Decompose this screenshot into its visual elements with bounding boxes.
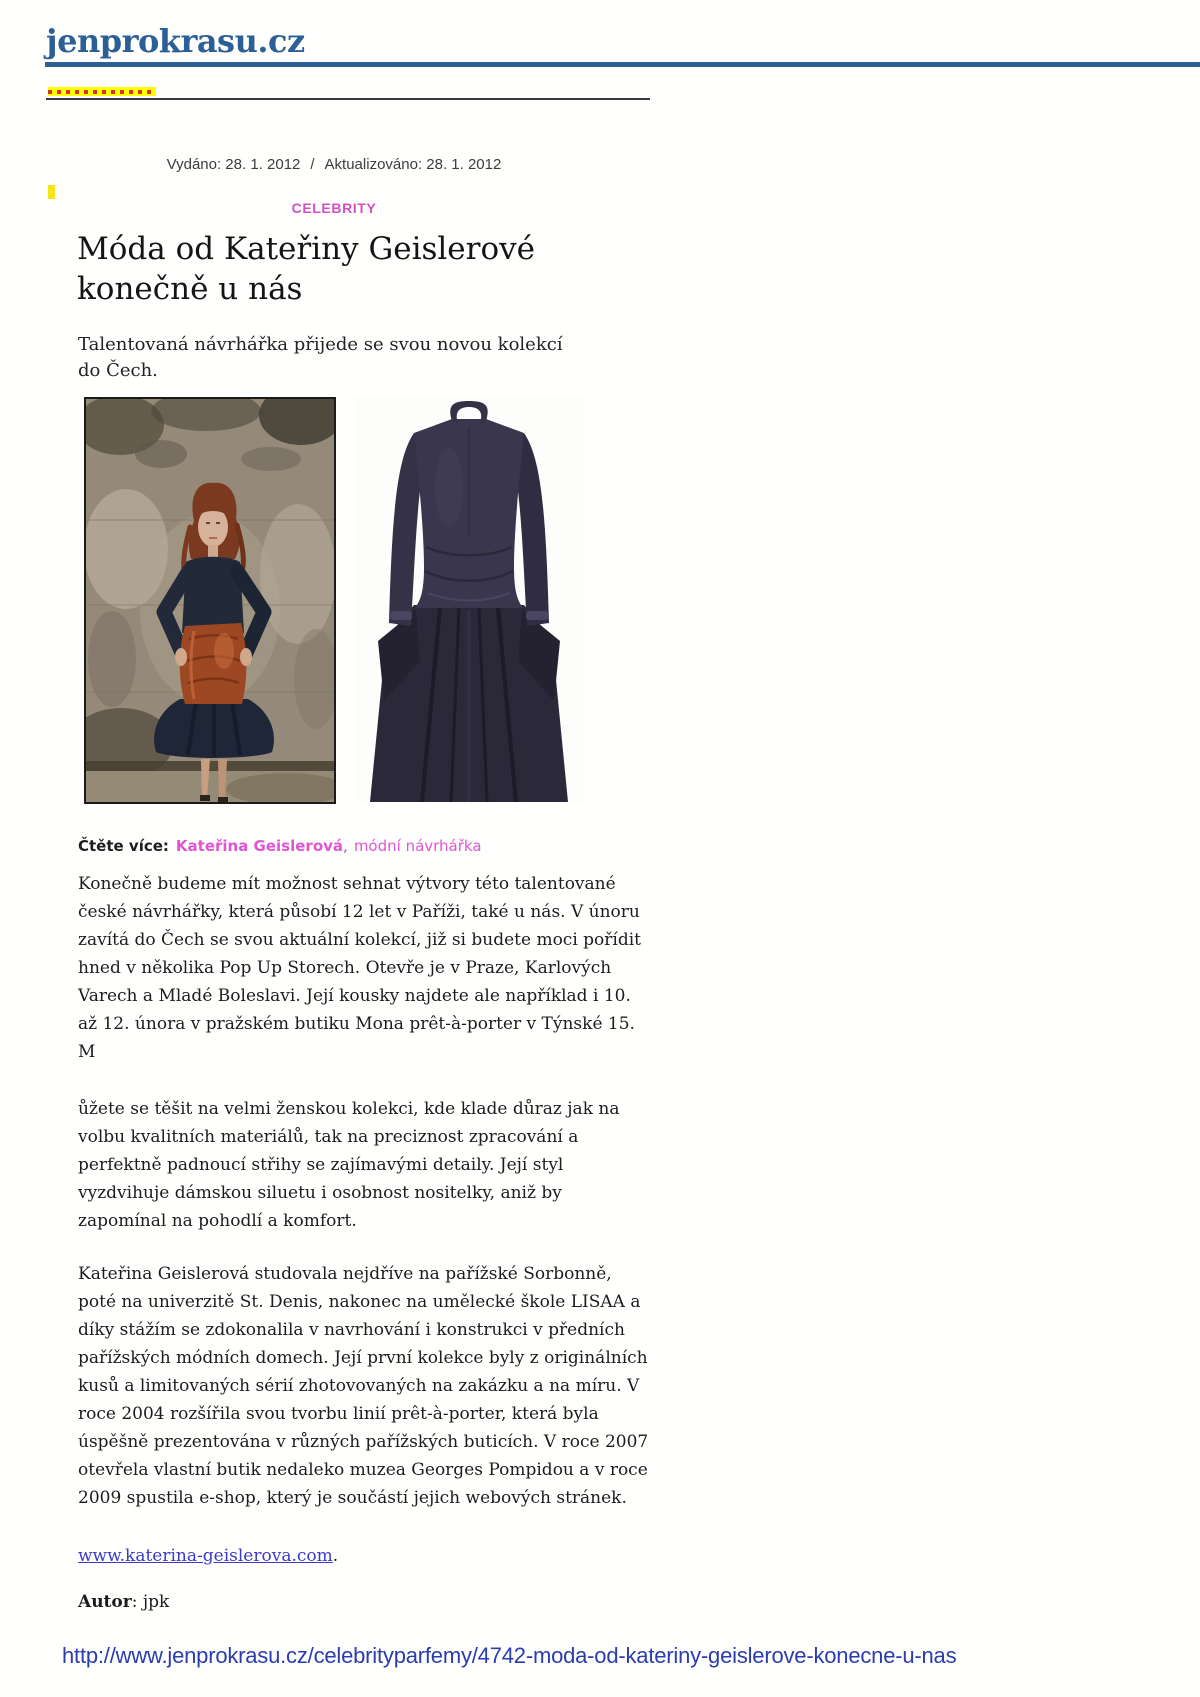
published-date: Vydáno: 28. 1. 2012	[166, 156, 301, 173]
tag-modni-navrharka[interactable]: módní návrhářka	[353, 837, 482, 855]
yellow-highlight-mark	[48, 185, 55, 199]
paragraph-2: ůžete se těšit na velmi ženskou kolekci, kde klade důraz jak na volbu kvalitních materiálů, tak na preciznost zpracování a perfektně padnoucí střihy se zajímavými detaily. Její styl vyzdvihuje dámskou siluetu i osobnost nositelky, aniž by zapomínal na pohodlí a komfort.	[78, 1099, 620, 1231]
author-row	[78, 1592, 169, 1612]
author-value: : jpk	[131, 1592, 170, 1612]
read-more-label: Čtěte více:	[78, 837, 169, 855]
dress-photo	[354, 397, 584, 802]
site-logo[interactable]: jenprokrasu.cz	[46, 22, 305, 60]
website-link-row	[78, 1546, 338, 1566]
header-rule	[45, 62, 1200, 67]
website-link[interactable]: www.katerina-geislerova.com	[78, 1546, 333, 1566]
article-subtitle: Talentovaná návrhářka přijede se svou novou kolekcí do Čech.	[78, 334, 563, 382]
article-images	[84, 397, 584, 804]
read-more-row	[78, 837, 482, 855]
tag-katerina-geislerova[interactable]: Kateřina Geislerová	[175, 837, 344, 855]
website-link-suffix: .	[332, 1546, 339, 1566]
article-meta	[78, 156, 590, 173]
model-photo	[84, 397, 336, 804]
sub-header-rule	[46, 98, 650, 100]
highlighted-text-fragment	[48, 87, 156, 96]
paragraph-1: Konečně budeme mít možnost sehnat výtvory této talentované české návrhářky, která působí 12 let v Paříži, také u nás. V únoru zavítá do Čech se svou aktuální kolekcí, již si budete moci pořídit hned v několika Pop Up Storech. Otevře je v Praze, Karlových Varech a Mladé Boleslavi. Její kousky najdete ale například i 10. až 12. února v pražském butiku Mona prêt-à-porter v Týnské 15. M	[78, 874, 642, 1062]
source-url[interactable]: http://www.jenprokrasu.cz/celebrityparfemy/4742-moda-od-kateriny-geislerove-konecne-u-nas	[62, 1643, 957, 1668]
meta-separator: /	[310, 156, 315, 173]
updated-date: Aktualizováno: 28. 1. 2012	[324, 156, 502, 173]
article-title: Móda od Kateřiny Geislerové konečně u nás	[77, 231, 535, 307]
paragraph-3: Kateřina Geislerová studovala nejdříve na pařížské Sorbonně, poté na univerzitě St. Denis, nakonec na umělecké škole LISAA a díky stážím se zdokonalila v navrhování i konstrukci v předních pařížských módních domech. Její první kolekce byly z originálních kusů a limitovaných sérií zhotovovaných na zakázku a na míru. V roce 2004 rozšířila svou tvorbu linií prêt-à-porter, která byla úspěšně prezentována v různých pařížských buticích. V roce 2007 otevřela vlastní butik nedaleko muzea Georges Pompidou a v roce 2009 spustila e-shop, který je součástí jejich webových stránek.	[78, 1264, 649, 1508]
tag-separator: ,	[343, 837, 348, 855]
category-label[interactable]: CELEBRITY	[291, 200, 377, 216]
author-label: Autor	[78, 1592, 132, 1612]
